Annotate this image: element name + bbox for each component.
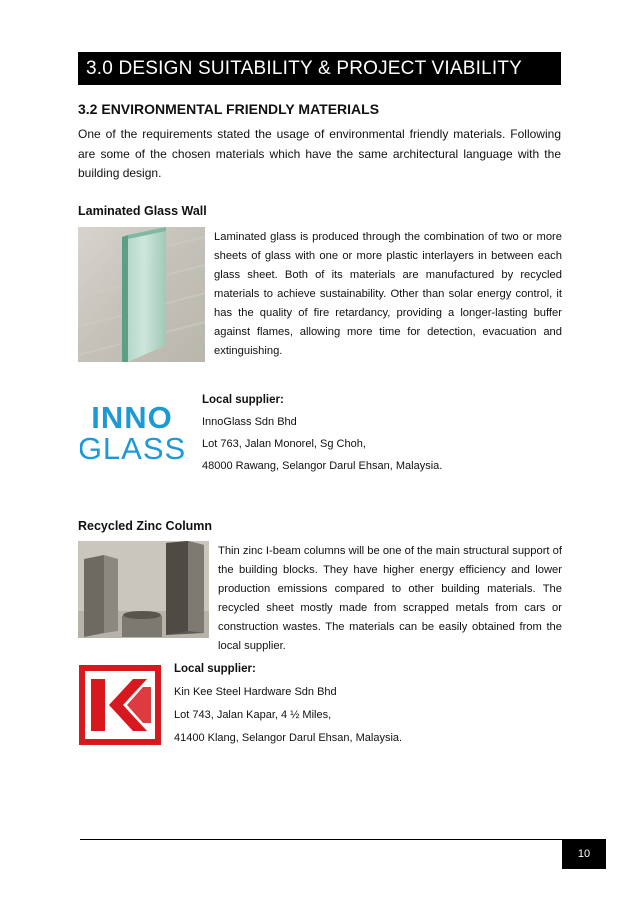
section-banner [78,52,561,85]
glass-supplier-label: Local supplier: [202,394,284,406]
innoglass-logo [80,399,185,463]
zinc-address-line1: Lot 743, Jalan Kapar, 4 ½ Miles, [174,709,332,721]
intro-paragraph: One of the requirements stated the usage of environmental friendly materials. Following are some of the chosen materials which have the same architectural language with the building design. [78,127,561,180]
zinc-description: Thin zinc I-beam columns will be one of the main structural support of the building blocks. They have higher energy efficiency and lower production emissions compared to other building materials. The recycled sheet mostly made from scrapped metals from cars or construction wastes. The materials can be easily obtained from the local supplier. [218,545,562,652]
zinc-supplier-block [174,660,562,748]
page-number: 10 [562,839,606,869]
banner-title: 3.0 DESIGN SUITABILITY & PROJECT VIABILITY [86,58,523,79]
laminated-glass-image [78,227,205,362]
kinkee-logo [79,665,161,745]
zinc-supplier-name: Kin Kee Steel Hardware Sdn Bhd [174,686,337,698]
svg-text:INNO: INNO [91,400,173,435]
glass-address-line2: 48000 Rawang, Selangor Darul Ehsan, Malaysia. [202,460,443,472]
glass-supplier-name: InnoGlass Sdn Bhd [202,416,297,428]
svg-text:GLASS: GLASS [80,431,185,463]
glass-address-line1: Lot 763, Jalan Monorel, Sg Choh, [202,438,366,450]
glass-supplier-block [202,391,562,476]
zinc-column-image [78,541,209,638]
zinc-address-line2: 41400 Klang, Selangor Darul Ehsan, Malaysia. [174,732,403,744]
zinc-supplier-label: Local supplier: [174,663,256,675]
zinc-heading: Recycled Zinc Column [78,519,213,533]
glass-description: Laminated glass is produced through the combination of two or more sheets of glass with one or more plastic interlayers in between each glass sheet. Both of its materials are manufactured by recycled materials to achieve sustainability. Other than solar energy control, it has the quality of fire retardancy, providing a longer-lasting buffer against flames, allowing more time for detection, evacuation and extinguishing. [214,231,562,357]
section-heading: 3.2 ENVIRONMENTAL FRIENDLY MATERIALS [78,101,380,117]
footer-divider [80,839,562,840]
glass-heading: Laminated Glass Wall [78,204,207,218]
